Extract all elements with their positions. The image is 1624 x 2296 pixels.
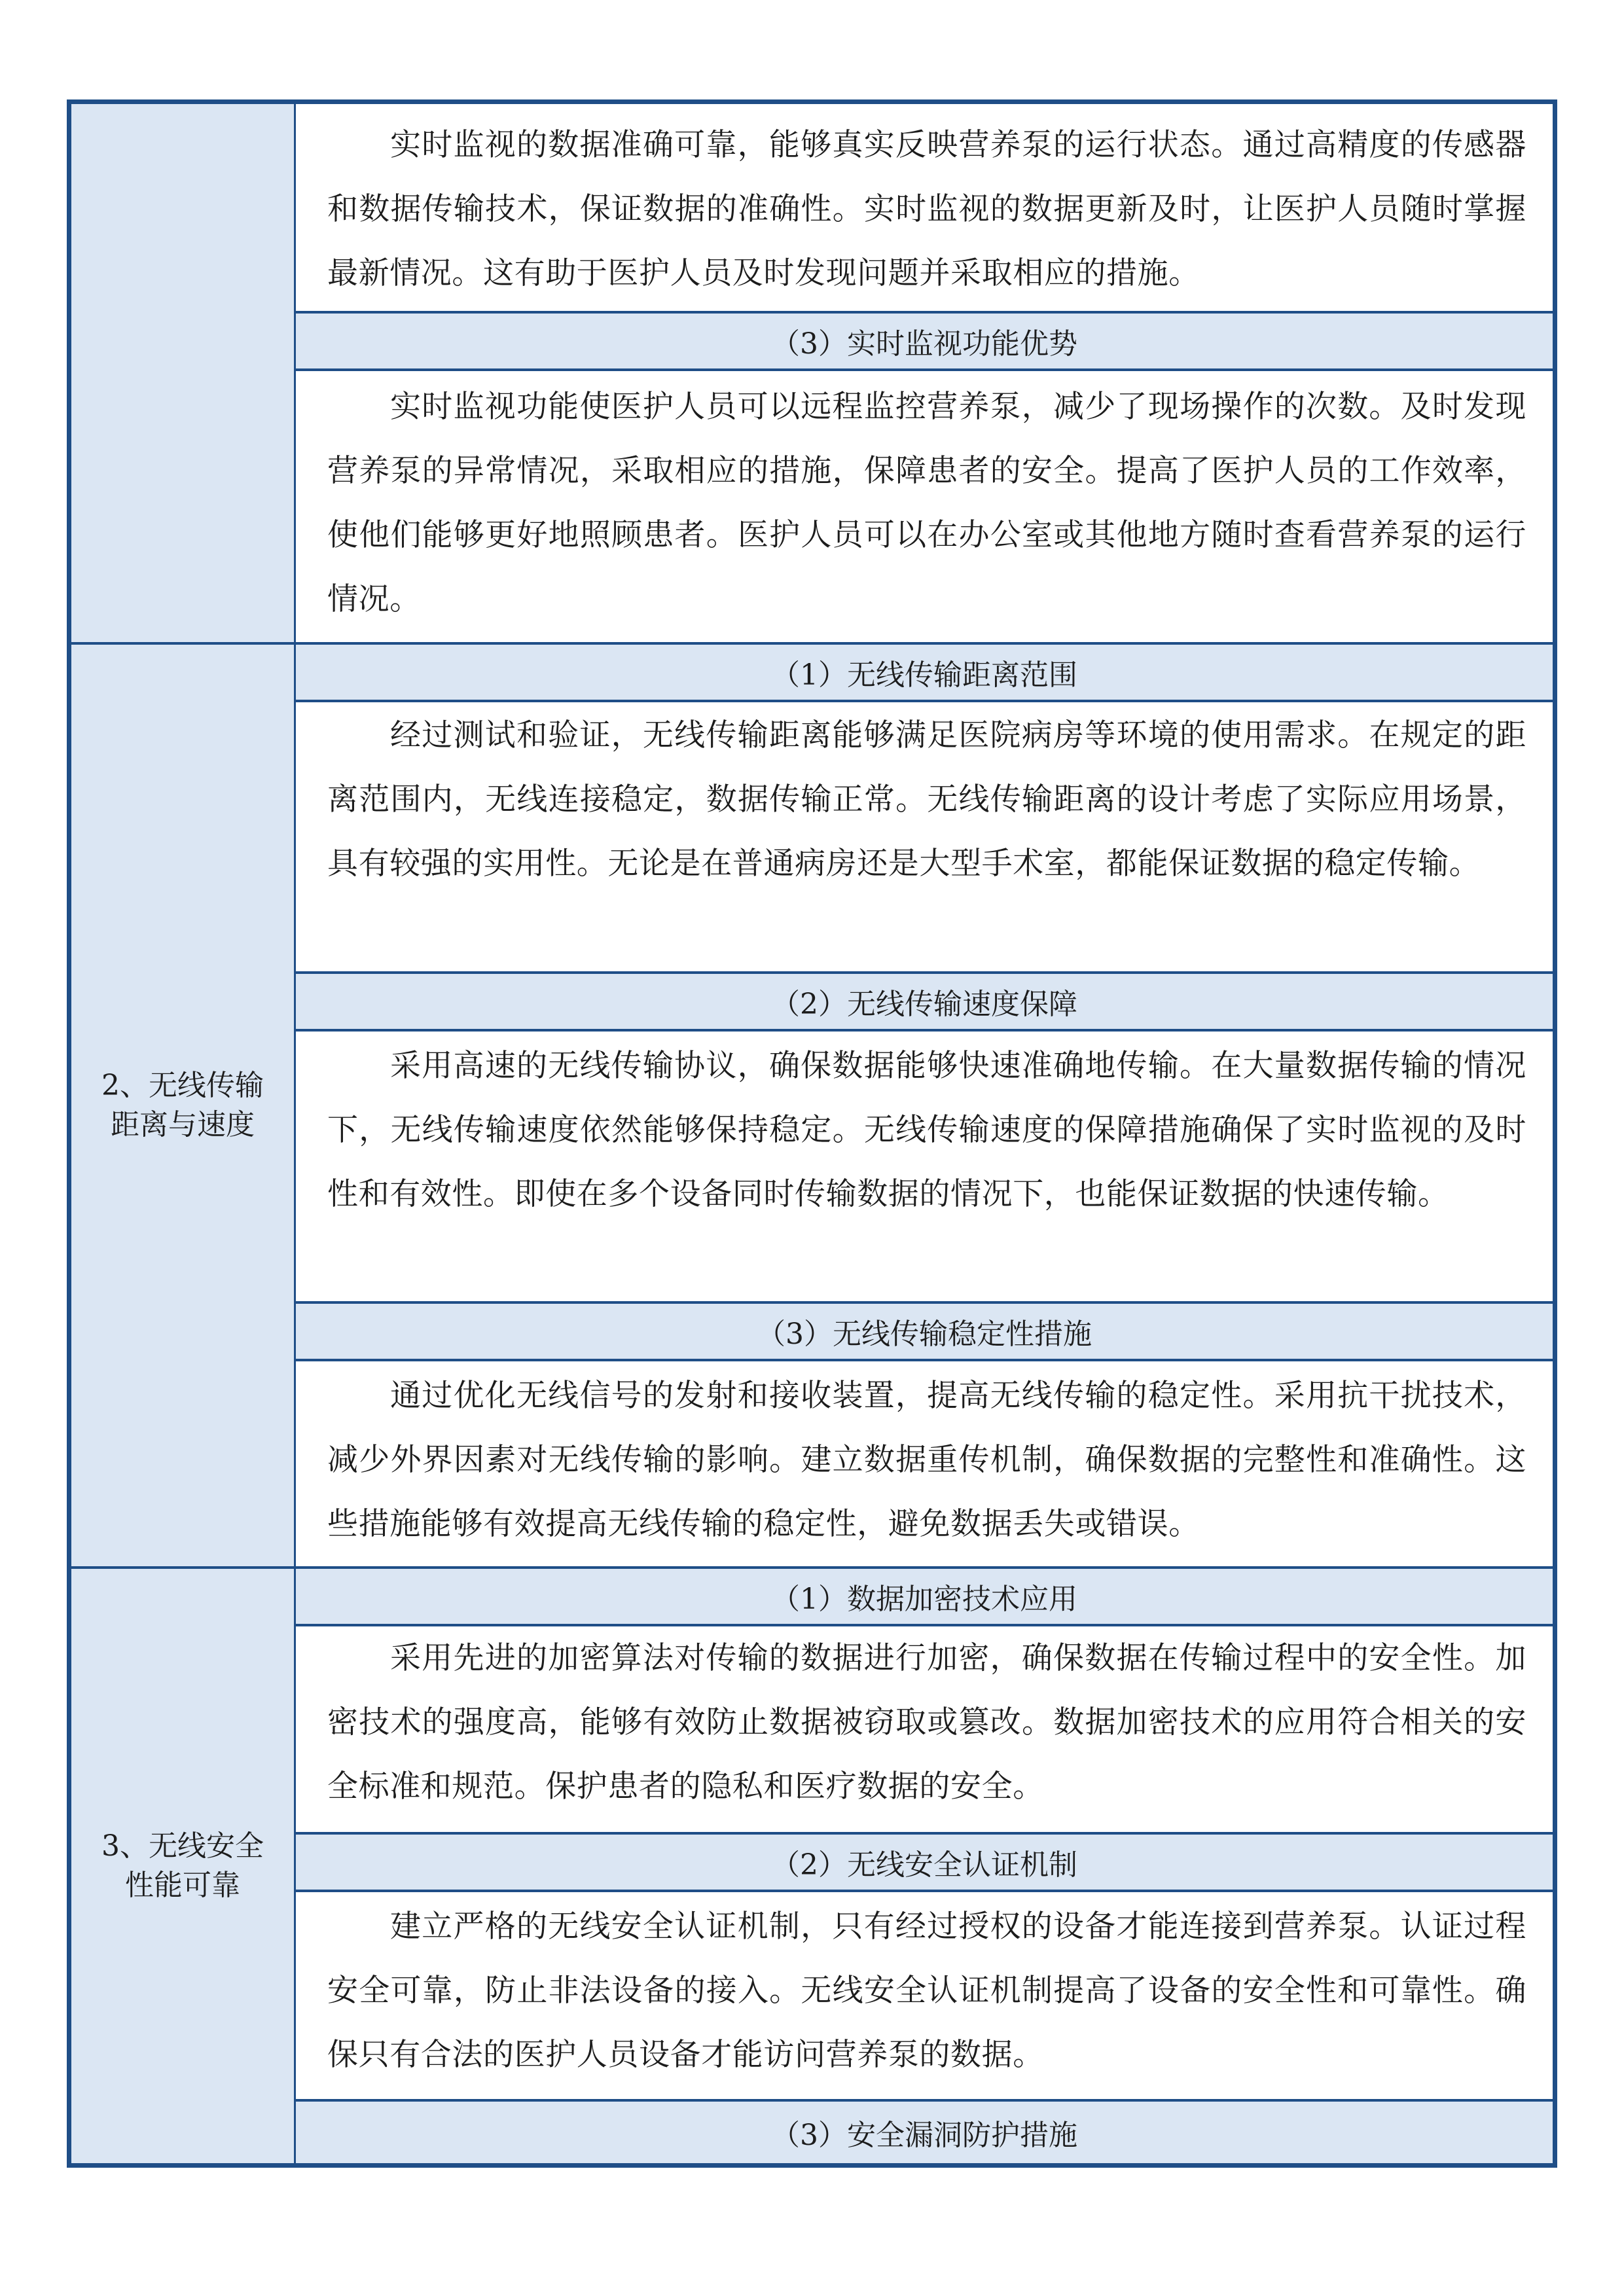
section-body: 经过测试和验证，无线传输距离能够满足医院病房等环境的使用需求。在规定的距离范围内，无线连接稳定，数据传输正常。无线传输距离的设计考虑了实际应用场景，具有较强的实用性。无论是在普通病房还是大型手术室，都能保证数据的稳定传输。: [327, 717, 1526, 882]
feature-table: [67, 99, 1557, 2168]
section-body: 建立严格的无线安全认证机制，只有经过授权的设备才能连接到营养泵。认证过程安全可靠，防止非法设备的接入。无线安全认证机制提高了设备的安全性和可靠性。确保只有合法的医护人员设备才能访问营养泵的数据。: [327, 1909, 1526, 2073]
row-label: 2、无线传输距离与速度: [101, 1069, 264, 1141]
section-body: 实时监视的数据准确可靠，能够真实反映营养泵的运行状态。通过高精度的传感器和数据传输技术，保证数据的准确性。实时监视的数据更新及时，让医护人员随时掌握最新情况。这有助于医护人员及时发现问题并采取相应的措施。: [327, 127, 1526, 291]
section-heading: （1）无线传输距离范围: [296, 642, 1553, 702]
section-heading: （3）安全漏洞防护措施: [296, 2099, 1553, 2163]
section-body: 实时监视功能使医护人员可以远程监控营养泵，减少了现场操作的次数。及时发现营养泵的异常情况，采取相应的措施，保障患者的安全。提高了医护人员的工作效率，使他们能够更好地照顾患者。医护人员可以在办公室或其他地方随时查看营养泵的运行情况。: [327, 389, 1526, 617]
section-heading: （2）无线安全认证机制: [296, 1832, 1553, 1892]
section-heading: （3）实时监视功能优势: [296, 311, 1553, 371]
section-heading: （1）数据加密技术应用: [296, 1566, 1553, 1626]
row-label-cell: [71, 1569, 296, 2163]
row-label-cell: [71, 104, 296, 642]
section-heading: （3）无线传输稳定性措施: [296, 1301, 1553, 1361]
section-body: 通过优化无线信号的发射和接收装置，提高无线传输的稳定性。采用抗干扰技术，减少外界因素对无线传输的影响。建立数据重传机制，确保数据的完整性和准确性。这些措施能够有效提高无线传输的稳定性，避免数据丢失或错误。: [327, 1378, 1526, 1542]
section-heading: （2）无线传输速度保障: [296, 971, 1553, 1031]
section-body: 采用先进的加密算法对传输的数据进行加密，确保数据在传输过程中的安全性。加密技术的强度高，能够有效防止数据被窃取或篡改。数据加密技术的应用符合相关的安全标准和规范。保护患者的隐私和医疗数据的安全。: [327, 1640, 1526, 1804]
row-label: 3、无线安全性能可靠: [101, 1829, 264, 1902]
section-body: 采用高速的无线传输协议，确保数据能够快速准确地传输。在大量数据传输的情况下，无线传输速度依然能够保持稳定。无线传输速度的保障措施确保了实时监视的及时性和有效性。即使在多个设备同时传输数据的情况下，也能保证数据的快速传输。: [327, 1048, 1526, 1212]
row-label-cell: [71, 645, 296, 1566]
